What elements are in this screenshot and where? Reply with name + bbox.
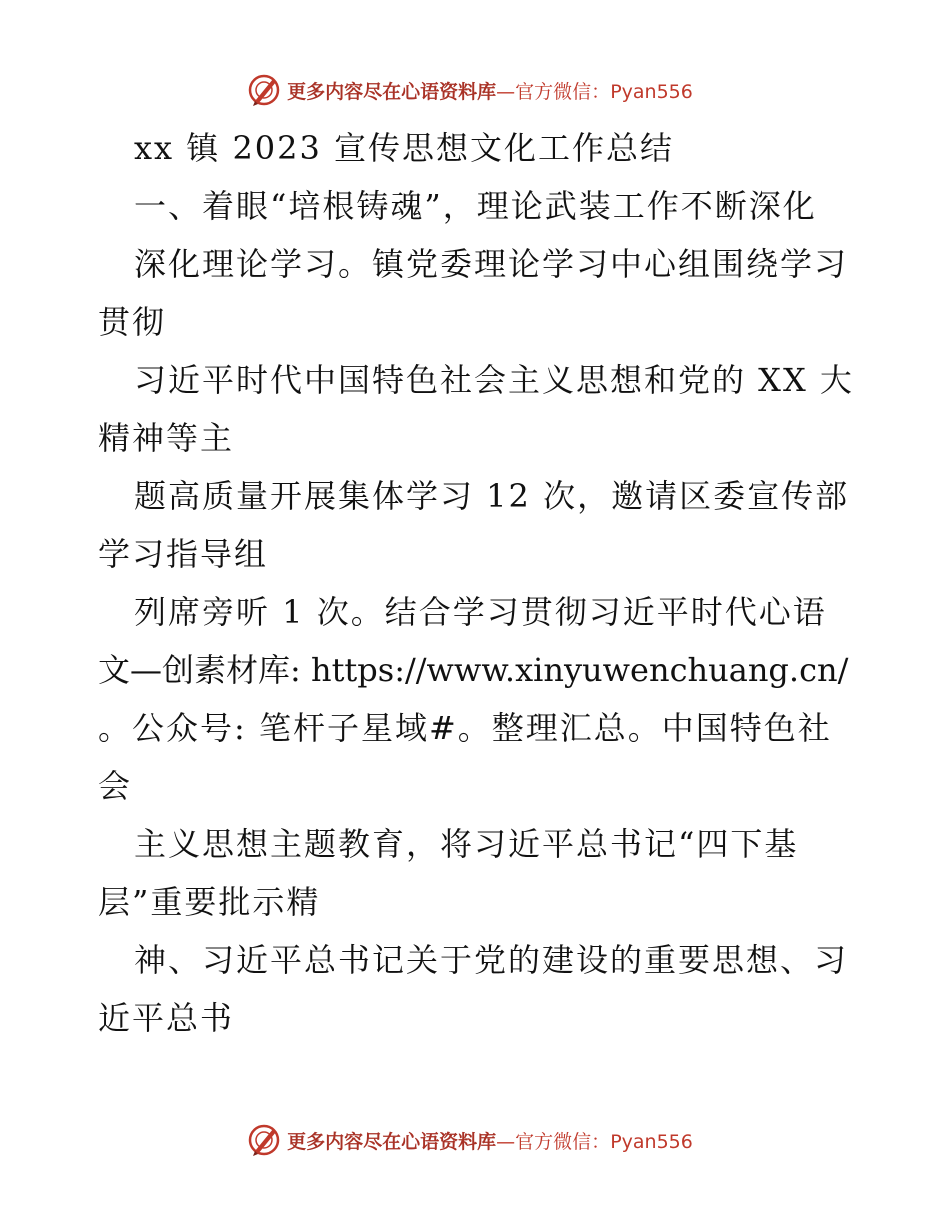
watermark-wechat-id: Pyan556: [610, 80, 693, 103]
document-body: [98, 124, 854, 1052]
paragraph-line: 列席旁听 1 次。结合学习贯彻习近平时代心语: [134, 593, 827, 631]
paragraph-line: 学习指导组: [98, 535, 269, 573]
watermark-wechat-label: —官方微信：: [496, 1130, 611, 1153]
watermark-wechat-id: Pyan556: [610, 1130, 693, 1153]
pen-logo-icon: [247, 1123, 281, 1157]
paragraph-line: 。公众号: 笔杆子星域#。整理汇总。中国特色社: [98, 709, 832, 747]
header-watermark: [247, 73, 693, 107]
header-watermark-banner: [0, 70, 950, 110]
footer-watermark-banner: [0, 1120, 950, 1160]
watermark-text: [287, 1127, 693, 1154]
watermark-site-name: 更多内容尽在心语资料库: [287, 1130, 497, 1153]
paragraph-line: 主义思想主题教育，将习近平总书记“四下基: [134, 825, 799, 863]
paragraph-line: 层”重要批示精: [98, 883, 321, 921]
watermark-text: [287, 77, 693, 104]
watermark-wechat-label: —官方微信：: [496, 80, 611, 103]
document-title: xx 镇 2023 宣传思想文化工作总结: [134, 129, 675, 167]
footer-watermark: [247, 1123, 693, 1157]
paragraph-line: 习近平时代中国特色社会主义思想和党的 XX 大: [134, 361, 854, 399]
paragraph-line: 神、习近平总书记关于党的建设的重要思想、习: [134, 941, 849, 979]
paragraph-line: 深化理论学习。镇党委理论学习中心组围绕学习: [134, 245, 849, 283]
watermark-site-name: 更多内容尽在心语资料库: [287, 80, 497, 103]
paragraph-line: 题高质量开展集体学习 12 次，邀请区委宣传部: [134, 477, 850, 515]
paragraph-line: 会: [98, 767, 133, 805]
paragraph-line: 近平总书: [98, 999, 235, 1037]
paragraph-line: 精神等主: [98, 419, 235, 457]
section-heading: 一、着眼“培根铸魂”，理论武装工作不断深化: [134, 187, 817, 225]
paragraph-line-url: 文—创素材库: https://www.xinyuwenchuang.cn/: [98, 651, 849, 689]
paragraph-line: 贯彻: [98, 303, 167, 341]
pen-logo-icon: [247, 73, 281, 107]
